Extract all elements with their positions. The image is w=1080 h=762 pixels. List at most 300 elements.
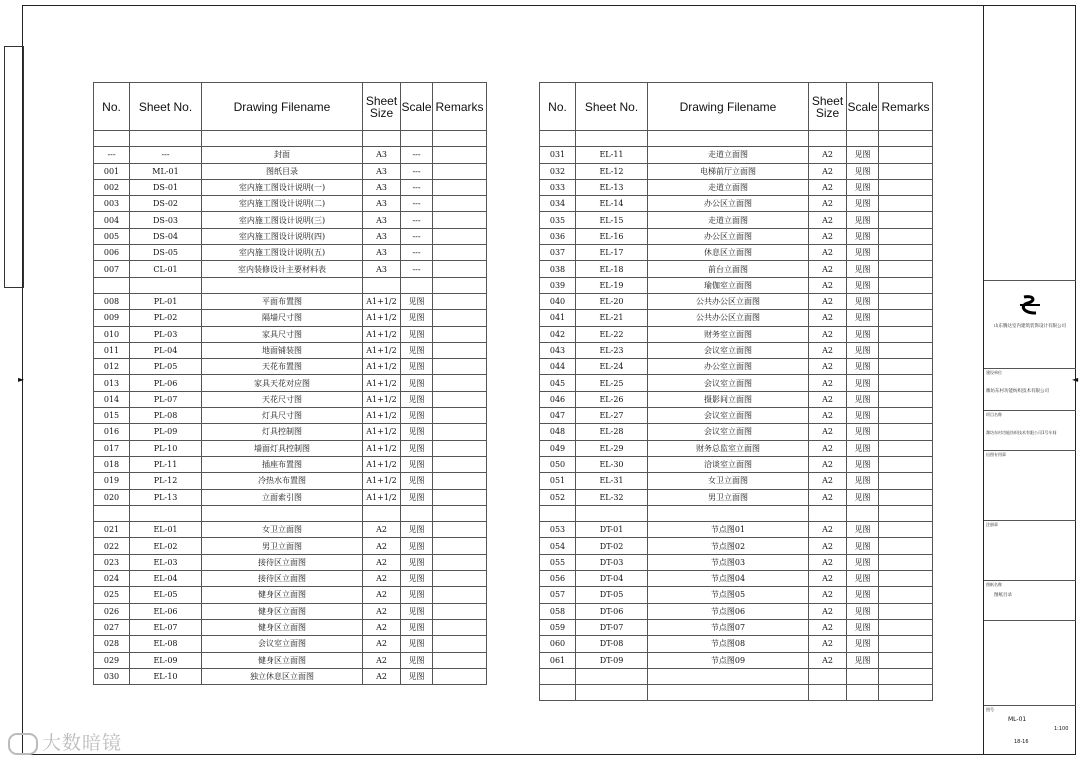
table-row xyxy=(540,277,933,293)
cell-remarks xyxy=(433,342,487,358)
cell-sheet-no: EL-13 xyxy=(576,179,648,195)
cell-drawing-filename: 健身区立面图 xyxy=(202,619,363,635)
cell-scale: 见图 xyxy=(847,538,879,554)
cell-drawing-filename: 财务室立面图 xyxy=(648,326,809,342)
cell-sheet-no: EL-10 xyxy=(130,668,202,684)
cell-remarks xyxy=(879,245,933,261)
cell-drawing-filename xyxy=(202,277,363,293)
cell-scale: 见图 xyxy=(401,619,433,635)
registration-stamp-label: 注册章 xyxy=(986,522,998,527)
cell-sheet-size: A1+1/2 xyxy=(363,408,401,424)
cell-scale: 见图 xyxy=(847,375,879,391)
cell-no: 044 xyxy=(540,359,576,375)
cell-drawing-filename: 节点图06 xyxy=(648,603,809,619)
cell-drawing-filename: 公共办公区立面图 xyxy=(648,310,809,326)
cell-sheet-size: A2 xyxy=(809,489,847,505)
cell-sheet-size: A1+1/2 xyxy=(363,456,401,472)
cell-scale xyxy=(847,685,879,701)
cell-sheet-size: A3 xyxy=(363,196,401,212)
cell-sheet-no: DT-01 xyxy=(576,522,648,538)
cell-scale: 见图 xyxy=(401,668,433,684)
cell-sheet-no: DT-02 xyxy=(576,538,648,554)
table-row-blank xyxy=(94,277,487,293)
cell-remarks xyxy=(433,228,487,244)
cell-scale: 见图 xyxy=(401,456,433,472)
cell-sheet-no: EL-05 xyxy=(130,587,202,603)
cell-drawing-filename: 天花尺寸图 xyxy=(202,391,363,407)
cell-drawing-filename: 接待区立面图 xyxy=(202,554,363,570)
cell-drawing-filename: 健身区立面图 xyxy=(202,652,363,668)
cell-remarks xyxy=(879,179,933,195)
cell-scale: 见图 xyxy=(401,408,433,424)
cell-sheet-size: A1+1/2 xyxy=(363,310,401,326)
col-header-sheet-no: Sheet No. xyxy=(576,83,648,131)
cell-scale: 见图 xyxy=(847,326,879,342)
cell-scale: 见图 xyxy=(847,277,879,293)
cell-scale: 见图 xyxy=(401,571,433,587)
cell-drawing-filename: 节点图08 xyxy=(648,636,809,652)
cell-scale: 见图 xyxy=(847,652,879,668)
cell-sheet-size xyxy=(809,668,847,684)
table-row xyxy=(94,179,487,195)
cell-no xyxy=(540,668,576,684)
table-row xyxy=(540,228,933,244)
cell-sheet-size: A2 xyxy=(809,342,847,358)
cell-scale: 见图 xyxy=(401,293,433,309)
cell-remarks xyxy=(879,293,933,309)
table-row xyxy=(540,652,933,668)
cell-sheet-no xyxy=(130,277,202,293)
cell-drawing-filename: 办公区立面图 xyxy=(648,196,809,212)
col-header-sheet-size: Sheet Size xyxy=(363,83,401,131)
table-row-blank xyxy=(540,685,933,701)
scale-value: 1:100 xyxy=(1054,726,1069,732)
cell-scale: 见图 xyxy=(847,603,879,619)
cell-sheet-no: DT-07 xyxy=(576,619,648,635)
cell-scale: --- xyxy=(401,228,433,244)
cell-remarks xyxy=(879,587,933,603)
cell-sheet-size xyxy=(363,277,401,293)
cell-remarks xyxy=(433,473,487,489)
cell-sheet-no: CL-01 xyxy=(130,261,202,277)
cell-no: 035 xyxy=(540,212,576,228)
table-row xyxy=(540,310,933,326)
cell-drawing-filename: 节点图09 xyxy=(648,652,809,668)
cell-remarks xyxy=(879,554,933,570)
cell-sheet-size: A2 xyxy=(809,571,847,587)
cell-sheet-no: PL-11 xyxy=(130,456,202,472)
table-row xyxy=(540,538,933,554)
cell-sheet-no: EL-11 xyxy=(576,147,648,163)
cell-drawing-filename: 家具尺寸图 xyxy=(202,326,363,342)
cell-remarks xyxy=(433,375,487,391)
cell-no xyxy=(94,505,130,521)
cell-sheet-no: EL-21 xyxy=(576,310,648,326)
cell-scale: 见图 xyxy=(401,538,433,554)
cell-sheet-no: EL-27 xyxy=(576,408,648,424)
cell-sheet-no: PL-01 xyxy=(130,293,202,309)
client-box xyxy=(984,368,1079,410)
cell-remarks xyxy=(879,342,933,358)
col-header-no: No. xyxy=(94,83,130,131)
cell-no: 054 xyxy=(540,538,576,554)
cell-sheet-no: EL-19 xyxy=(576,277,648,293)
col-header-no: No. xyxy=(540,83,576,131)
table-row xyxy=(540,522,933,538)
cell-sheet-no: EL-04 xyxy=(130,571,202,587)
cell-sheet-no: EL-12 xyxy=(576,163,648,179)
cell-scale xyxy=(401,131,433,147)
cell-drawing-filename xyxy=(648,685,809,701)
cell-sheet-size: A2 xyxy=(809,326,847,342)
cell-scale: 见图 xyxy=(847,619,879,635)
cell-sheet-no: EL-28 xyxy=(576,424,648,440)
cell-remarks xyxy=(879,603,933,619)
cell-sheet-size: A3 xyxy=(363,228,401,244)
cell-sheet-no: DS-03 xyxy=(130,212,202,228)
cell-sheet-no: ML-01 xyxy=(130,163,202,179)
cell-sheet-size: A2 xyxy=(809,408,847,424)
cell-sheet-size: A3 xyxy=(363,245,401,261)
table-row xyxy=(94,212,487,228)
cell-sheet-size: A1+1/2 xyxy=(363,489,401,505)
drawing-list-table-right xyxy=(539,82,933,701)
cell-sheet-no: EL-17 xyxy=(576,245,648,261)
cell-sheet-size xyxy=(363,131,401,147)
cell-sheet-size: A2 xyxy=(809,359,847,375)
cell-sheet-size xyxy=(809,131,847,147)
cell-no: 003 xyxy=(94,196,130,212)
cell-remarks xyxy=(879,326,933,342)
cell-no: 060 xyxy=(540,636,576,652)
cell-sheet-no: EL-02 xyxy=(130,538,202,554)
table-row xyxy=(540,342,933,358)
cell-no: 031 xyxy=(540,147,576,163)
cell-drawing-filename: 会议室立面图 xyxy=(202,636,363,652)
cell-sheet-size: A2 xyxy=(363,619,401,635)
cell-remarks xyxy=(879,489,933,505)
table-row xyxy=(94,261,487,277)
cell-remarks xyxy=(433,571,487,587)
cell-scale: 见图 xyxy=(847,147,879,163)
release-stamp-label: 出图专用章 xyxy=(986,452,1006,457)
cell-sheet-no: EL-20 xyxy=(576,293,648,309)
cell-no: 010 xyxy=(94,326,130,342)
cell-no: 023 xyxy=(94,554,130,570)
cell-scale: 见图 xyxy=(401,375,433,391)
cell-sheet-no: PL-03 xyxy=(130,326,202,342)
cell-sheet-no: EL-24 xyxy=(576,359,648,375)
cell-scale: 见图 xyxy=(847,359,879,375)
col-header-drawing-filename: Drawing Filename xyxy=(648,83,809,131)
cell-scale: 见图 xyxy=(847,489,879,505)
cell-drawing-filename: 女卫立面图 xyxy=(202,522,363,538)
cell-drawing-filename: 办公区立面图 xyxy=(648,228,809,244)
cell-drawing-filename: 走道立面图 xyxy=(648,179,809,195)
cell-drawing-filename: 独立休息区立面图 xyxy=(202,668,363,684)
cell-remarks xyxy=(433,131,487,147)
cell-remarks xyxy=(433,391,487,407)
cell-sheet-no: DT-03 xyxy=(576,554,648,570)
cell-sheet-no xyxy=(576,668,648,684)
table-row xyxy=(540,554,933,570)
cell-scale: --- xyxy=(401,179,433,195)
cell-remarks xyxy=(433,668,487,684)
sheet-title-box xyxy=(984,580,1076,620)
cell-no: 049 xyxy=(540,440,576,456)
table-row xyxy=(540,375,933,391)
cell-remarks xyxy=(879,440,933,456)
cell-remarks xyxy=(433,522,487,538)
cell-sheet-size: A2 xyxy=(809,652,847,668)
cell-no: 046 xyxy=(540,391,576,407)
cell-drawing-filename: 节点图04 xyxy=(648,571,809,587)
cell-sheet-no: DS-05 xyxy=(130,245,202,261)
cell-scale: 见图 xyxy=(847,440,879,456)
cell-remarks xyxy=(879,359,933,375)
table-row xyxy=(94,652,487,668)
cell-drawing-filename: 洽谈室立面图 xyxy=(648,456,809,472)
cell-scale: 见图 xyxy=(401,473,433,489)
cell-sheet-size: A2 xyxy=(363,587,401,603)
cell-sheet-size: A2 xyxy=(363,668,401,684)
table-row xyxy=(540,359,933,375)
cell-scale: 见图 xyxy=(847,179,879,195)
cell-no xyxy=(540,131,576,147)
cell-sheet-no xyxy=(576,505,648,521)
cell-remarks xyxy=(879,147,933,163)
cell-sheet-size: A1+1/2 xyxy=(363,326,401,342)
client-value: 潍坊东村功能纺织技术有限公司 xyxy=(986,389,1049,394)
cell-sheet-size: A2 xyxy=(809,228,847,244)
table-row xyxy=(540,261,933,277)
table-row xyxy=(94,571,487,587)
cell-scale: --- xyxy=(401,147,433,163)
cell-sheet-no: DS-04 xyxy=(130,228,202,244)
table-row xyxy=(94,456,487,472)
cell-sheet-no xyxy=(130,131,202,147)
cell-remarks xyxy=(879,456,933,472)
cell-sheet-size: A3 xyxy=(363,163,401,179)
cell-remarks xyxy=(433,245,487,261)
table-row-blank xyxy=(94,505,487,521)
cell-drawing-filename: 节点图05 xyxy=(648,587,809,603)
cell-sheet-size: A2 xyxy=(809,277,847,293)
cell-no: 047 xyxy=(540,408,576,424)
cell-scale: 见图 xyxy=(401,342,433,358)
drawing-number-label: 图号 xyxy=(986,707,994,712)
col-header-sheet-size: Sheet Size xyxy=(809,83,847,131)
cell-no: 050 xyxy=(540,456,576,472)
cell-drawing-filename: 走道立面图 xyxy=(648,147,809,163)
cell-sheet-size: A2 xyxy=(809,636,847,652)
cell-sheet-size: A2 xyxy=(809,261,847,277)
col-header-scale: Scale xyxy=(401,83,433,131)
cell-remarks xyxy=(879,505,933,521)
cell-sheet-size: A1+1/2 xyxy=(363,424,401,440)
table-row-blank xyxy=(540,131,933,147)
cell-sheet-no: EL-07 xyxy=(130,619,202,635)
cell-drawing-filename: 图纸目录 xyxy=(202,163,363,179)
cell-no: 041 xyxy=(540,310,576,326)
cell-sheet-no: EL-32 xyxy=(576,489,648,505)
cell-scale: 见图 xyxy=(401,554,433,570)
watermark: 大数暗镜 xyxy=(8,728,122,755)
cell-no: 011 xyxy=(94,342,130,358)
cell-drawing-filename: 家具天花对应图 xyxy=(202,375,363,391)
cell-sheet-size: A2 xyxy=(809,163,847,179)
cell-scale: 见图 xyxy=(847,228,879,244)
frame-top xyxy=(22,5,1075,6)
client-label: 建设单位 xyxy=(986,370,1002,375)
cell-sheet-no: PL-06 xyxy=(130,375,202,391)
cell-scale xyxy=(847,131,879,147)
table-row xyxy=(540,603,933,619)
cell-no: 055 xyxy=(540,554,576,570)
cell-remarks xyxy=(879,685,933,701)
cell-scale: 见图 xyxy=(401,636,433,652)
cell-no: 022 xyxy=(94,538,130,554)
cell-remarks xyxy=(433,179,487,195)
drawing-number-box xyxy=(984,705,1076,755)
table-row xyxy=(94,587,487,603)
firm-logo-icon xyxy=(1018,293,1042,317)
cell-drawing-filename: 办公室立面图 xyxy=(648,359,809,375)
cell-drawing-filename: 室内施工图设计说明(五) xyxy=(202,245,363,261)
cell-remarks xyxy=(433,212,487,228)
cell-drawing-filename: 室内施工图设计说明(一) xyxy=(202,179,363,195)
cell-remarks xyxy=(879,261,933,277)
cell-sheet-size: A2 xyxy=(809,245,847,261)
table-row xyxy=(94,391,487,407)
cell-remarks xyxy=(433,147,487,163)
cell-sheet-no: PL-13 xyxy=(130,489,202,505)
col-header-sheet-no: Sheet No. xyxy=(130,83,202,131)
cell-remarks xyxy=(433,505,487,521)
cell-remarks xyxy=(879,652,933,668)
cell-sheet-no: PL-12 xyxy=(130,473,202,489)
table-row xyxy=(94,522,487,538)
cell-scale: 见图 xyxy=(847,587,879,603)
cell-scale: 见图 xyxy=(847,293,879,309)
cell-drawing-filename: 前台立面图 xyxy=(648,261,809,277)
cell-sheet-size: A2 xyxy=(809,603,847,619)
cell-sheet-size: A2 xyxy=(809,456,847,472)
table-row xyxy=(540,391,933,407)
cell-no: 014 xyxy=(94,391,130,407)
cell-sheet-size: A2 xyxy=(809,522,847,538)
cell-drawing-filename: 室内装修设计主要材料表 xyxy=(202,261,363,277)
cell-scale xyxy=(847,505,879,521)
cell-no xyxy=(94,277,130,293)
cell-scale: 见图 xyxy=(847,571,879,587)
cell-scale: 见图 xyxy=(847,473,879,489)
cell-scale: 见图 xyxy=(847,554,879,570)
cell-scale: 见图 xyxy=(847,408,879,424)
cell-remarks xyxy=(879,538,933,554)
firm-name: 山东腾达室内建筑装饰设计有限公司 xyxy=(994,324,1066,329)
cell-remarks xyxy=(879,522,933,538)
cell-sheet-size: A2 xyxy=(809,212,847,228)
col-header-remarks: Remarks xyxy=(879,83,933,131)
cell-scale: 见图 xyxy=(401,326,433,342)
sheet-title-value: 图纸目录 xyxy=(994,593,1012,598)
table-row xyxy=(94,668,487,684)
firm-box xyxy=(984,280,1076,368)
cell-sheet-size: A2 xyxy=(809,375,847,391)
project-box xyxy=(984,410,1076,450)
table-row xyxy=(540,163,933,179)
cell-sheet-size: A2 xyxy=(363,603,401,619)
cell-no: 037 xyxy=(540,245,576,261)
cell-scale: 见图 xyxy=(401,603,433,619)
cell-drawing-filename: 男卫立面图 xyxy=(648,489,809,505)
cell-sheet-size: A1+1/2 xyxy=(363,342,401,358)
cell-remarks xyxy=(433,163,487,179)
cell-drawing-filename: 地面铺装图 xyxy=(202,342,363,358)
cell-sheet-no: DT-09 xyxy=(576,652,648,668)
cell-remarks xyxy=(433,489,487,505)
cell-no xyxy=(94,131,130,147)
drawing-number: ML-01 xyxy=(1008,716,1027,723)
cell-no: 004 xyxy=(94,212,130,228)
table-row-blank xyxy=(540,505,933,521)
cell-no: 051 xyxy=(540,473,576,489)
cell-drawing-filename: 立面索引图 xyxy=(202,489,363,505)
cell-sheet-no: EL-25 xyxy=(576,375,648,391)
cell-sheet-size: A2 xyxy=(363,571,401,587)
cell-sheet-size: A2 xyxy=(363,554,401,570)
cell-scale: --- xyxy=(401,261,433,277)
cell-no: 008 xyxy=(94,293,130,309)
cell-remarks xyxy=(433,652,487,668)
cell-no: 018 xyxy=(94,456,130,472)
col-header-scale: Scale xyxy=(847,83,879,131)
cell-sheet-size: A2 xyxy=(809,554,847,570)
title-block xyxy=(983,5,1079,755)
cell-no: 033 xyxy=(540,179,576,195)
cell-no: 017 xyxy=(94,440,130,456)
project-value: 潍坊东村功能纺织技术有限公司1号车间 xyxy=(986,430,1057,435)
table-row xyxy=(94,293,487,309)
cell-sheet-size: A2 xyxy=(809,587,847,603)
cell-no: 026 xyxy=(94,603,130,619)
cell-scale xyxy=(401,277,433,293)
cell-sheet-no: EL-15 xyxy=(576,212,648,228)
table-row xyxy=(540,587,933,603)
cell-remarks xyxy=(879,277,933,293)
cell-remarks xyxy=(879,571,933,587)
cell-sheet-no: DT-04 xyxy=(576,571,648,587)
frame-bottom xyxy=(22,754,1075,755)
cell-sheet-size: A2 xyxy=(809,619,847,635)
cell-no: 027 xyxy=(94,619,130,635)
cell-remarks xyxy=(433,456,487,472)
cell-drawing-filename xyxy=(202,505,363,521)
cell-drawing-filename: 平面布置图 xyxy=(202,293,363,309)
cell-remarks xyxy=(879,473,933,489)
cell-remarks xyxy=(879,391,933,407)
cell-remarks xyxy=(879,424,933,440)
cell-drawing-filename: 电梯前厅立面图 xyxy=(648,163,809,179)
cell-sheet-no: PL-08 xyxy=(130,408,202,424)
cell-no: 059 xyxy=(540,619,576,635)
cell-no: 045 xyxy=(540,375,576,391)
table-header-row xyxy=(540,83,933,131)
cell-sheet-no: EL-18 xyxy=(576,261,648,277)
cell-no: 058 xyxy=(540,603,576,619)
table-row xyxy=(540,293,933,309)
